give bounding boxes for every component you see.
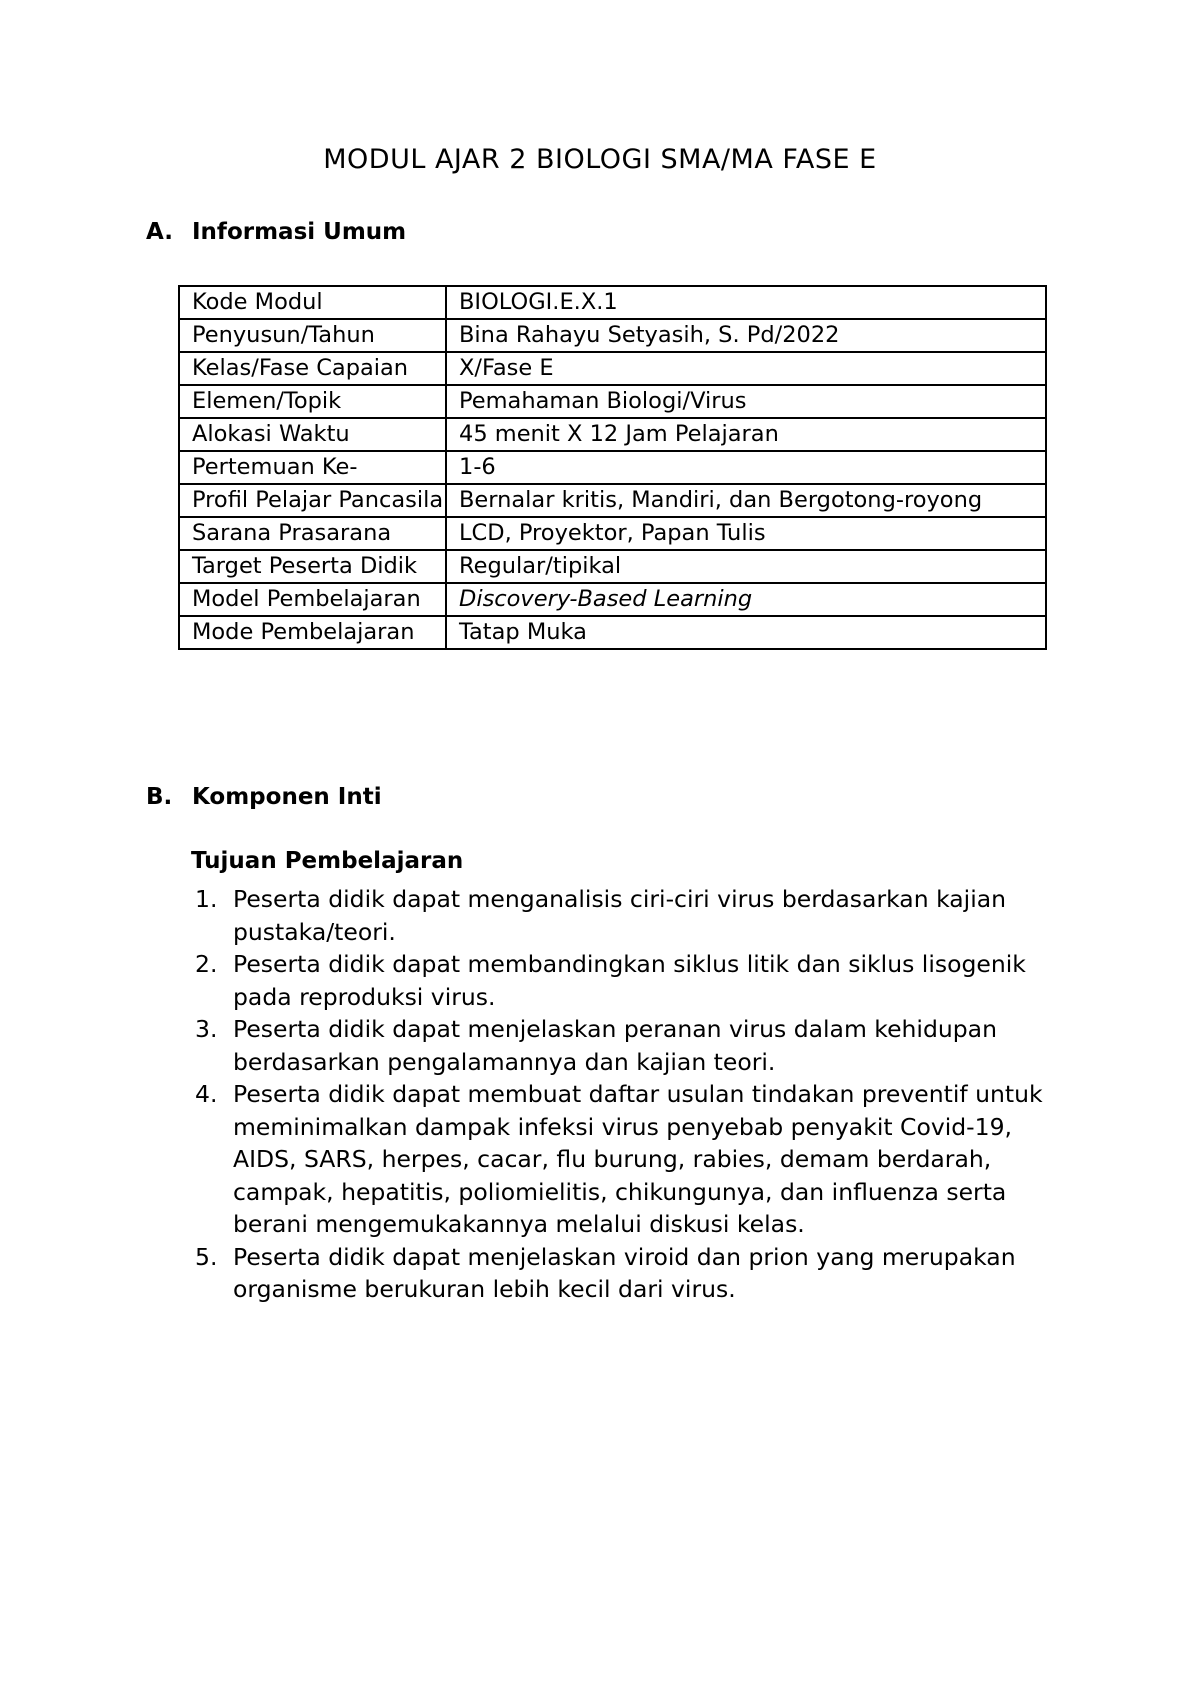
table-row [179,583,1046,616]
table-key: Kelas/Fase Capaian [179,352,446,385]
table-key: Elemen/Topik [179,385,446,418]
list-number: 2. [195,950,218,978]
table-value: LCD, Proyektor, Papan Tulis [446,517,1046,550]
table-row [179,616,1046,649]
table-row [179,451,1046,484]
table-value: Regular/tipikal [446,550,1046,583]
list-text: Peserta didik dapat menjelaskan viroid dan prion yang merupakan organisme berukuran lebih kecil dari virus. [233,1242,1016,1303]
table-row [179,352,1046,385]
table-key: Sarana Prasarana [179,517,446,550]
list-number: 5. [195,1242,218,1271]
table-value: Pemahaman Biologi/Virus [446,385,1046,418]
table-row [179,517,1046,550]
list-text: Peserta didik dapat membandingkan siklus litik dan siklus lisogenik pada reproduksi virus. [233,950,1026,1011]
list-text: Peserta didik dapat menganalisis ciri-ciri virus berdasarkan kajian pustaka/teori. [233,885,1007,946]
section-a-letter: A. [146,219,173,245]
table-value: 1-6 [446,451,1046,484]
table-key: Model Pembelajaran [179,583,446,616]
table-key: Alokasi Waktu [179,418,446,451]
list-item [191,883,1071,948]
table-row [179,550,1046,583]
list-number: 4. [195,1080,218,1108]
objectives-list [191,883,1071,1306]
document-title: MODUL AJAR 2 BIOLOGI SMA/MA FASE E [323,144,877,175]
table-key: Kode Modul [179,286,446,319]
table-row [179,484,1046,517]
table-key: Profil Pelajar Pancasila [179,484,446,517]
table-value: Bina Rahayu Setyasih, S. Pd/2022 [446,319,1046,352]
table-value: Tatap Muka [446,616,1046,649]
table-row [179,286,1046,319]
table-key: Pertemuan Ke- [179,451,446,484]
table-row [179,319,1046,352]
info-table [178,285,1047,650]
table-row [179,385,1046,418]
table-key: Penyusun/Tahun [179,319,446,352]
list-number: 3. [195,1015,218,1043]
list-item [191,1078,1071,1241]
section-b-title: Komponen Inti [192,784,382,810]
table-key: Mode Pembelajaran [179,616,446,649]
section-b-heading [146,784,382,812]
table-row [179,418,1046,451]
section-a-title: Informasi Umum [192,219,407,245]
table-value: 45 menit X 12 Jam Pelajaran [446,418,1046,451]
table-value: X/Fase E [446,352,1046,385]
list-item [191,1013,1071,1078]
list-item [191,1241,1071,1306]
list-text: Peserta didik dapat membuat daftar usulan tindakan preventif untuk meminimalkan dampak infeksi virus penyebab penyakit Covid-19, AIDS, SARS, herpes, cacar, flu burung, rabies, demam berdarah, campak, hepatitis, poliomielitis, chikungunya, dan influenza serta berani mengemukakannya melalui diskusi kelas. [233,1080,1043,1238]
list-item [191,948,1071,1013]
list-number: 1. [195,885,218,913]
objectives-heading: Tujuan Pembelajaran [191,848,464,874]
table-value: BIOLOGI.E.X.1 [446,286,1046,319]
table-key: Target Peserta Didik [179,550,446,583]
table-value: Bernalar kritis, Mandiri, dan Bergotong-royong [446,484,1046,517]
section-b-letter: B. [146,784,173,810]
table-value: Discovery-Based Learning [446,583,1046,616]
section-a-heading [146,219,406,247]
list-text: Peserta didik dapat menjelaskan peranan virus dalam kehidupan berdasarkan pengalamannya dan kajian teori. [233,1015,997,1076]
